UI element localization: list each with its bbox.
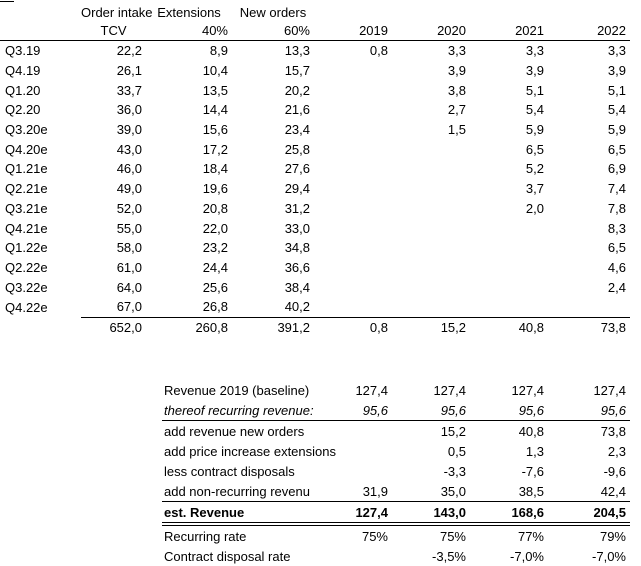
value-cell: -7,0%	[510, 548, 544, 564]
row-label: Q3.20e	[5, 122, 48, 138]
value-cell: 33,7	[116, 82, 142, 98]
value-cell: 25,8	[284, 141, 310, 157]
value-cell: 5,1	[607, 82, 626, 98]
value-cell	[392, 238, 470, 258]
value-cell: -9,6	[603, 463, 626, 479]
column-group-label: Order intake	[81, 4, 153, 20]
row-label: add price increase extensions	[164, 443, 336, 459]
blank-cell	[470, 3, 548, 22]
value-cell: 127,4	[511, 382, 544, 398]
value-cell: -3,5%	[432, 548, 466, 564]
value-cell: 75%	[439, 528, 466, 544]
table-row	[0, 61, 630, 81]
value-cell: 127,4	[355, 382, 388, 398]
value-cell	[314, 461, 392, 481]
value-cell: 3,3	[525, 43, 544, 59]
value-cell: 204,5	[548, 502, 630, 525]
value-cell: 36,0	[116, 102, 142, 118]
value-cell: 67,0	[116, 299, 142, 315]
row-label: Revenue 2019 (baseline)	[164, 382, 310, 398]
row-label: Q2.21e	[5, 181, 48, 197]
table-row	[0, 199, 630, 219]
table-row	[162, 524, 630, 546]
value-cell: -7,6	[521, 463, 544, 479]
subheader-row	[0, 22, 630, 41]
value-cell: 3,3	[447, 43, 466, 59]
value-cell	[392, 139, 470, 159]
value-cell: 127,4	[433, 382, 466, 398]
value-cell	[548, 297, 630, 317]
value-cell	[470, 258, 548, 278]
value-cell: 22,2	[116, 43, 142, 59]
value-cell: 3,8	[447, 82, 466, 98]
value-cell: 31,9	[362, 483, 388, 499]
total-cell: 391,2	[232, 317, 314, 337]
totals-row	[0, 317, 630, 337]
value-cell: 22,0	[202, 220, 228, 236]
header-group-row	[0, 3, 630, 22]
total-cell: 40,8	[470, 317, 548, 337]
value-cell	[314, 61, 392, 81]
value-cell	[392, 277, 470, 297]
value-cell	[314, 421, 392, 442]
top-left-border-mark	[0, 1, 14, 2]
value-cell: 34,8	[284, 240, 310, 256]
value-cell	[314, 218, 392, 238]
value-cell: 7,4	[607, 181, 626, 197]
value-cell: 21,6	[284, 102, 310, 118]
value-cell: 5,4	[525, 102, 544, 118]
value-cell: 6,5	[525, 141, 544, 157]
value-cell: 64,0	[116, 279, 142, 295]
value-cell: 5,4	[607, 102, 626, 118]
column-subheader: TCV	[81, 22, 146, 41]
value-cell: 49,0	[116, 181, 142, 197]
value-cell	[314, 277, 392, 297]
value-cell: 15,2	[440, 423, 466, 439]
row-label: add revenue new orders	[164, 423, 305, 439]
value-cell: 3,9	[607, 63, 626, 79]
row-label: Q1.20	[5, 82, 41, 98]
value-cell: 31,2	[284, 200, 310, 216]
value-cell: 127,4	[314, 502, 392, 525]
total-cell: 73,8	[548, 317, 630, 337]
value-cell: 26,1	[116, 63, 142, 79]
value-cell	[392, 258, 470, 278]
order-intake-table	[0, 3, 630, 337]
value-cell: 46,0	[116, 161, 142, 177]
table-row	[0, 179, 630, 199]
value-cell: 52,0	[116, 200, 142, 216]
table-row	[162, 380, 630, 400]
value-cell: 0,5	[447, 443, 466, 459]
value-cell	[314, 199, 392, 219]
row-label: less contract disposals	[164, 463, 295, 479]
value-cell: 26,8	[202, 299, 228, 315]
value-cell	[314, 139, 392, 159]
column-subheader: 2019	[314, 22, 392, 41]
blank-cell	[314, 3, 392, 22]
table-row	[0, 159, 630, 179]
column-subheader: 2020	[392, 22, 470, 41]
value-cell: 5,9	[607, 122, 626, 138]
value-cell: 55,0	[116, 220, 142, 236]
table-row	[162, 441, 630, 461]
table-row	[162, 502, 630, 525]
value-cell: 58,0	[116, 240, 142, 256]
value-cell	[392, 179, 470, 199]
value-cell: 38,4	[284, 279, 310, 295]
value-cell: 95,6	[548, 400, 630, 421]
value-cell: -7,0%	[592, 548, 626, 564]
value-cell: 23,2	[202, 240, 228, 256]
table-row	[0, 100, 630, 120]
value-cell: 25,6	[202, 279, 228, 295]
value-cell: 36,6	[284, 259, 310, 275]
value-cell: 168,6	[470, 502, 548, 525]
column-subheader: 2022	[548, 22, 630, 41]
table-row	[162, 546, 630, 566]
value-cell: 27,6	[284, 161, 310, 177]
value-cell	[392, 159, 470, 179]
value-cell: 10,4	[202, 63, 228, 79]
value-cell	[314, 179, 392, 199]
total-cell: 0,8	[314, 317, 392, 337]
value-cell	[470, 218, 548, 238]
table-row	[162, 461, 630, 481]
value-cell	[392, 297, 470, 317]
revenue-bridge-table	[162, 380, 630, 566]
value-cell: 0,8	[369, 43, 388, 59]
row-label: Q3.21e	[5, 200, 48, 216]
value-cell: 2,4	[607, 279, 626, 295]
value-cell	[470, 238, 548, 258]
value-cell: 79%	[599, 528, 626, 544]
value-cell	[314, 297, 392, 317]
value-cell: 73,8	[600, 423, 626, 439]
value-cell	[314, 100, 392, 120]
row-label: thereof recurring revenue:	[162, 400, 314, 421]
corner-cell	[0, 22, 81, 41]
value-cell: 61,0	[116, 259, 142, 275]
value-cell: 29,4	[284, 181, 310, 197]
table-row	[0, 139, 630, 159]
value-cell: 5,9	[525, 122, 544, 138]
value-cell: 13,5	[202, 82, 228, 98]
row-label: Q3.22e	[5, 279, 48, 295]
value-cell: 1,5	[447, 122, 466, 138]
value-cell: 20,8	[202, 200, 228, 216]
value-cell: 3,7	[525, 181, 544, 197]
value-cell: 40,2	[284, 299, 310, 315]
value-cell: 17,2	[202, 141, 228, 157]
value-cell: 6,5	[607, 240, 626, 256]
table-row	[0, 238, 630, 258]
value-cell: 95,6	[392, 400, 470, 421]
table-row	[0, 218, 630, 238]
value-cell: 127,4	[593, 382, 626, 398]
table-row	[162, 400, 630, 421]
table-row	[162, 481, 630, 502]
value-cell	[392, 199, 470, 219]
total-cell: 652,0	[81, 317, 146, 337]
value-cell	[314, 546, 392, 566]
value-cell: 2,3	[607, 443, 626, 459]
table-row	[0, 41, 630, 61]
row-label: Q3.19	[5, 43, 41, 59]
table-row	[0, 297, 630, 317]
value-cell: 39,0	[116, 122, 142, 138]
value-cell	[314, 80, 392, 100]
row-label: Q2.20	[5, 102, 41, 118]
value-cell	[392, 218, 470, 238]
value-cell	[470, 277, 548, 297]
row-label: est. Revenue	[162, 502, 314, 525]
value-cell: 19,6	[202, 181, 228, 197]
value-cell	[470, 297, 548, 317]
row-label: Q1.22e	[5, 240, 48, 256]
value-cell: 5,2	[525, 161, 544, 177]
value-cell: 33,0	[284, 220, 310, 236]
row-label: Contract disposal rate	[164, 548, 291, 564]
value-cell: 6,5	[607, 141, 626, 157]
row-label: Q4.19	[5, 63, 41, 79]
value-cell: 2,7	[447, 102, 466, 118]
value-cell: 95,6	[470, 400, 548, 421]
value-cell	[314, 258, 392, 278]
row-label: Q4.22e	[5, 299, 48, 315]
blank-cell	[548, 3, 630, 22]
row-label: Recurring rate	[164, 528, 247, 544]
value-cell: 15,7	[284, 63, 310, 79]
column-subheader: 60%	[232, 22, 314, 41]
value-cell: 3,9	[447, 63, 466, 79]
value-cell: 40,8	[518, 423, 544, 439]
value-cell	[314, 159, 392, 179]
value-cell: 2,0	[525, 200, 544, 216]
value-cell: 15,6	[202, 122, 228, 138]
row-label: Q1.21e	[5, 161, 48, 177]
value-cell	[314, 238, 392, 258]
table-row	[0, 80, 630, 100]
value-cell: -3,3	[443, 463, 466, 479]
table-row	[162, 421, 630, 442]
value-cell: 24,4	[202, 259, 228, 275]
corner-cell	[0, 3, 81, 22]
value-cell: 4,6	[607, 259, 626, 275]
value-cell: 13,3	[284, 43, 310, 59]
value-cell: 6,9	[607, 161, 626, 177]
total-cell: 15,2	[392, 317, 470, 337]
row-label: Q2.22e	[5, 259, 48, 275]
value-cell: 38,5	[518, 483, 544, 499]
value-cell: 14,4	[202, 102, 228, 118]
value-cell: 95,6	[314, 400, 392, 421]
value-cell: 42,4	[600, 483, 626, 499]
row-label: Q4.21e	[5, 220, 48, 236]
value-cell: 7,8	[607, 200, 626, 216]
value-cell	[314, 120, 392, 140]
table-row	[0, 258, 630, 278]
value-cell: 20,2	[284, 82, 310, 98]
value-cell: 77%	[517, 528, 544, 544]
value-cell: 23,4	[284, 122, 310, 138]
total-cell: 260,8	[146, 317, 232, 337]
value-cell: 3,3	[607, 43, 626, 59]
value-cell: 35,0	[440, 483, 466, 499]
table-row	[0, 120, 630, 140]
column-group-label: Extensions	[157, 4, 221, 20]
value-cell: 5,1	[525, 82, 544, 98]
value-cell: 43,0	[116, 141, 142, 157]
column-subheader: 40%	[146, 22, 232, 41]
value-cell: 18,4	[202, 161, 228, 177]
value-cell: 8,3	[607, 220, 626, 236]
value-cell: 3,9	[525, 63, 544, 79]
row-label: add non-recurring revenu	[164, 483, 310, 499]
value-cell: 75%	[361, 528, 388, 544]
table-row	[0, 277, 630, 297]
blank-cell	[0, 317, 81, 337]
column-group-label: New orders	[239, 4, 307, 20]
value-cell: 1,3	[525, 443, 544, 459]
value-cell: 8,9	[209, 43, 228, 59]
column-subheader: 2021	[470, 22, 548, 41]
row-label: Q4.20e	[5, 141, 48, 157]
blank-cell	[392, 3, 470, 22]
value-cell: 143,0	[392, 502, 470, 525]
